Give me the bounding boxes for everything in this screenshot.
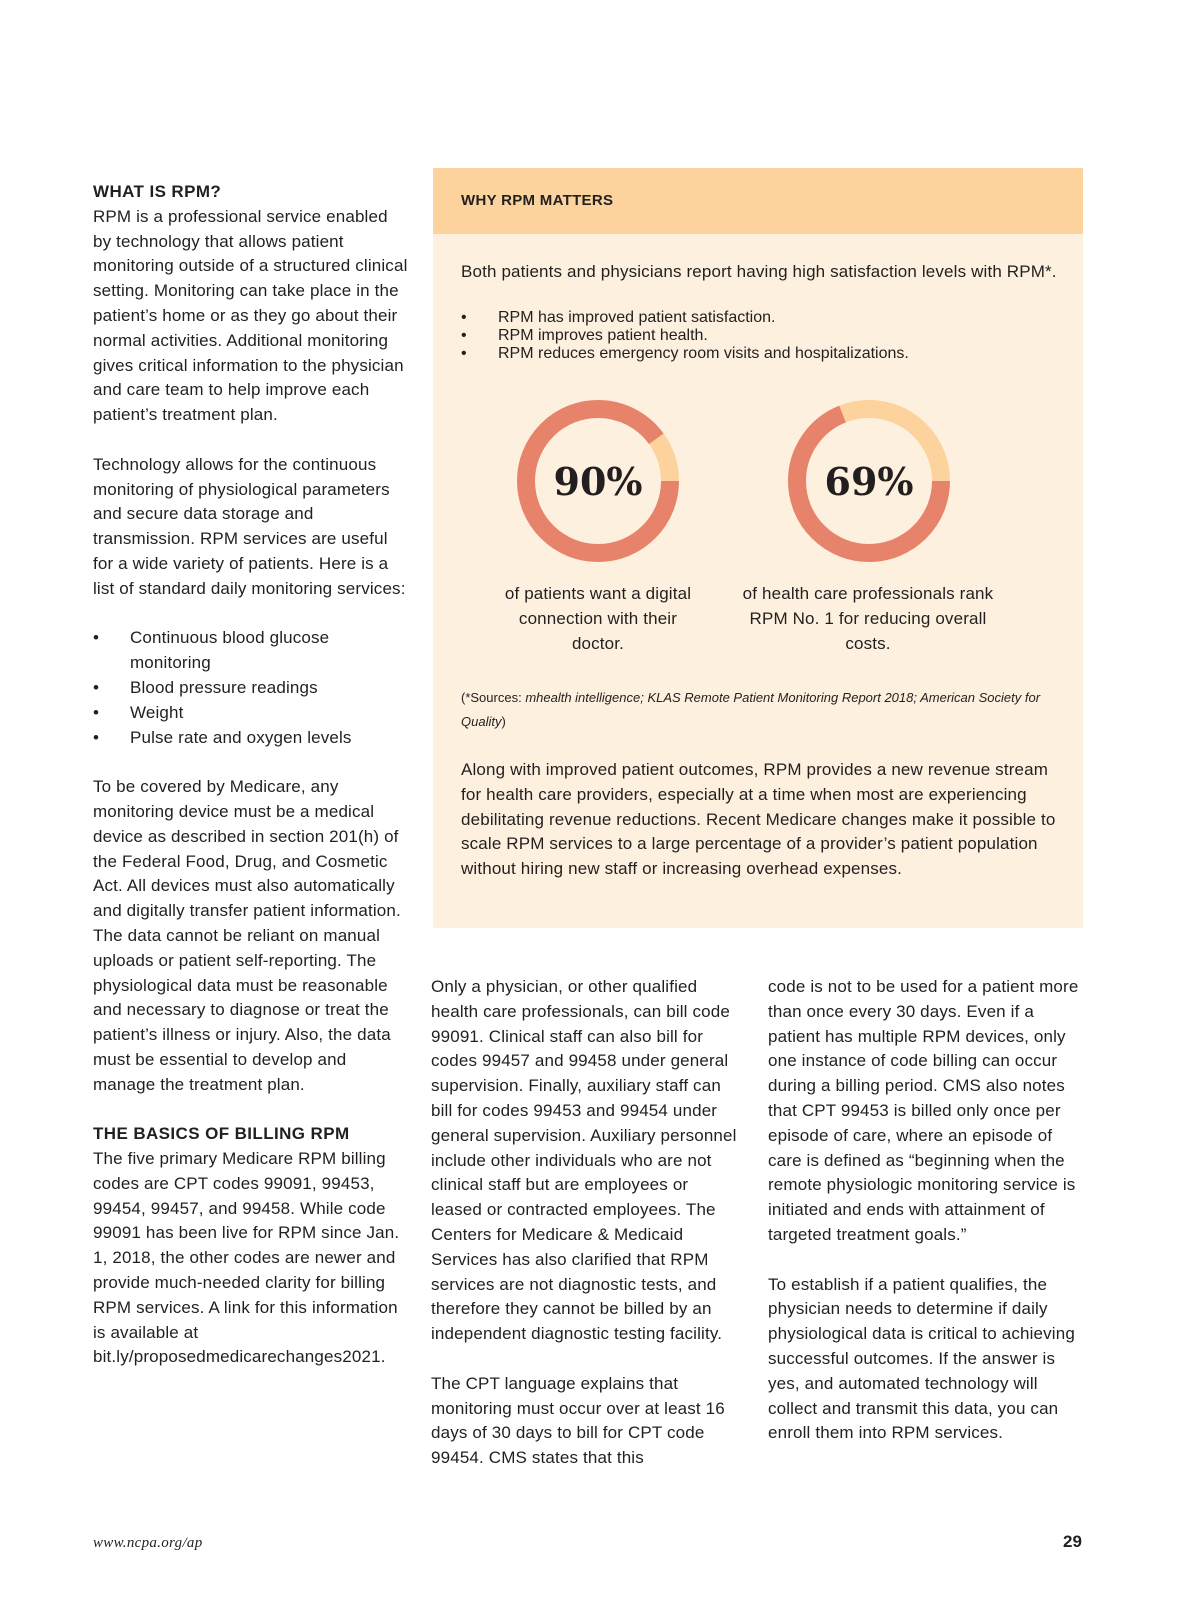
paragraph: code is not to be used for a patient more than once every 30 days. Even if a patient has multiple RPM devices, only one instance of code billing can occur during a billing period. CMS also notes that CPT 99453 is billed only once per episode of care, where an episode of care is defined as “beginning when the remote physiologic monitoring service is initiated and ends with attainment of targeted treatment goals.” [768, 977, 1079, 1244]
footer-url: www.ncpa.org/ap [93, 1535, 203, 1551]
section-heading-billing: THE BASICS OF BILLING RPM [93, 1124, 350, 1144]
stat-caption: of patients want a digital connection with their doctor. [504, 584, 692, 653]
paragraph: The CPT language explains that monitoring must occur over at least 16 days of 30 days to bill for CPT code 99454. CMS states that this [431, 1373, 725, 1468]
list-item: • RPM reduces emergency room visits and hospitalizations. [461, 345, 1061, 363]
sources-list: mhealth intelligence; KLAS Remote Patient Monitoring Report 2018; American Society for Quality [461, 690, 1041, 729]
donut-chart-1 [526, 409, 670, 553]
list-item: • Continuous blood glucose monitoring [93, 626, 408, 676]
list-item: • Blood pressure readings [93, 676, 408, 701]
donut-charts [433, 400, 1083, 580]
sidebar-intro [461, 260, 1061, 285]
list-item: • RPM has improved patient satisfaction. [461, 309, 1061, 327]
paragraph: Only a physician, or other qualified health care professionals, can bill code 99091. Clinical staff can also bill for codes 99457 and 99458 under general supervision. Finally, auxiliary staff can bill for codes 99453 and 99454 under general supervision. Auxiliary personnel include other individuals who are not clinical staff but are employees or leased or contracted employees. The Centers for Medicare & Medicaid Services has also clarified that RPM services are not diagnostic tests, and therefore they cannot be billed by an independent diagnostic testing facility. [431, 977, 737, 1344]
sidebar-title: WHY RPM MATTERS [461, 192, 614, 209]
stat-caption: of health care professionals rank RPM No. 1 for reducing overall costs. [742, 584, 994, 653]
section-heading-what-is-rpm: WHAT IS RPM? [93, 182, 222, 201]
paragraph: To be covered by Medicare, any monitoring device must be a medical device as described in section 201(h) of the Federal Food, Drug, and Cosmetic Act. All devices must also automatically and digitally transfer patient information. The data cannot be reliant on manual uploads or patient self-reporting. The physiological data must be reasonable and necessary to diagnose or treat the patient’s illness or injury. Also, the data must be essential to develop and manage the treatment plan. [93, 777, 401, 1094]
donut-chart-2 [797, 409, 941, 553]
donut-center-label: 90% [553, 459, 643, 504]
page-number: 29 [1063, 1532, 1082, 1551]
sources-note [461, 686, 1061, 734]
paragraph: The five primary Medicare RPM billing codes are CPT codes 99091, 99453, 99454, 99457, and 99458. While code 99091 has been live for RPM since Jan. 1, 2018, the other codes are newer and provide much-needed clarity for billing RPM services. A link for this information is available at bit.ly/proposedmedicarechanges2021. [93, 1149, 400, 1367]
middle-column [431, 975, 741, 1471]
monitoring-services-list [93, 626, 408, 750]
paragraph: RPM is a professional service enabled by technology that allows patient monitoring outside of a structured clinical setting. Monitoring can take place in the patient’s home or as they go about their normal activities. Additional monitoring gives critical information to the physician and care team to help improve each patient’s treatment plan. [93, 206, 408, 425]
list-item: • Pulse rate and oxygen levels [93, 726, 408, 751]
left-column [93, 180, 408, 1370]
paragraph: To establish if a patient qualifies, the physician needs to determine if daily physiological data is critical to achieving successful outcomes. If the answer is yes, and automated technology will collect and transmit this data, you can enroll them into RPM services. [768, 1274, 1075, 1443]
sidebar-closing-paragraph: Along with improved patient outcomes, RPM provides a new revenue stream for health care providers, especially at a time when most are experiencing debilitating revenue reductions. Recent Medicare changes make it possible to scale RPM services to a large percentage of a provider’s patient population without hiring new staff or increasing overhead expenses. [461, 760, 1056, 879]
list-item: • RPM improves patient health. [461, 327, 1061, 345]
list-item: • Weight [93, 701, 408, 726]
sidebar-bullet-list [461, 309, 1061, 363]
sources-suffix: ) [501, 714, 506, 729]
paragraph: Both patients and physicians report having high satisfaction levels with RPM*. [461, 262, 1057, 281]
donut-center-label: 69% [824, 459, 914, 504]
paragraph: Technology allows for the continuous monitoring of physiological parameters and secure data storage and transmission. RPM services are useful for a wide variety of patients. Here is a list of standard daily monitoring services: [93, 454, 406, 598]
why-rpm-matters-sidebar [433, 168, 1083, 928]
right-column [768, 975, 1086, 1446]
sources-prefix: (*Sources: [461, 690, 526, 705]
